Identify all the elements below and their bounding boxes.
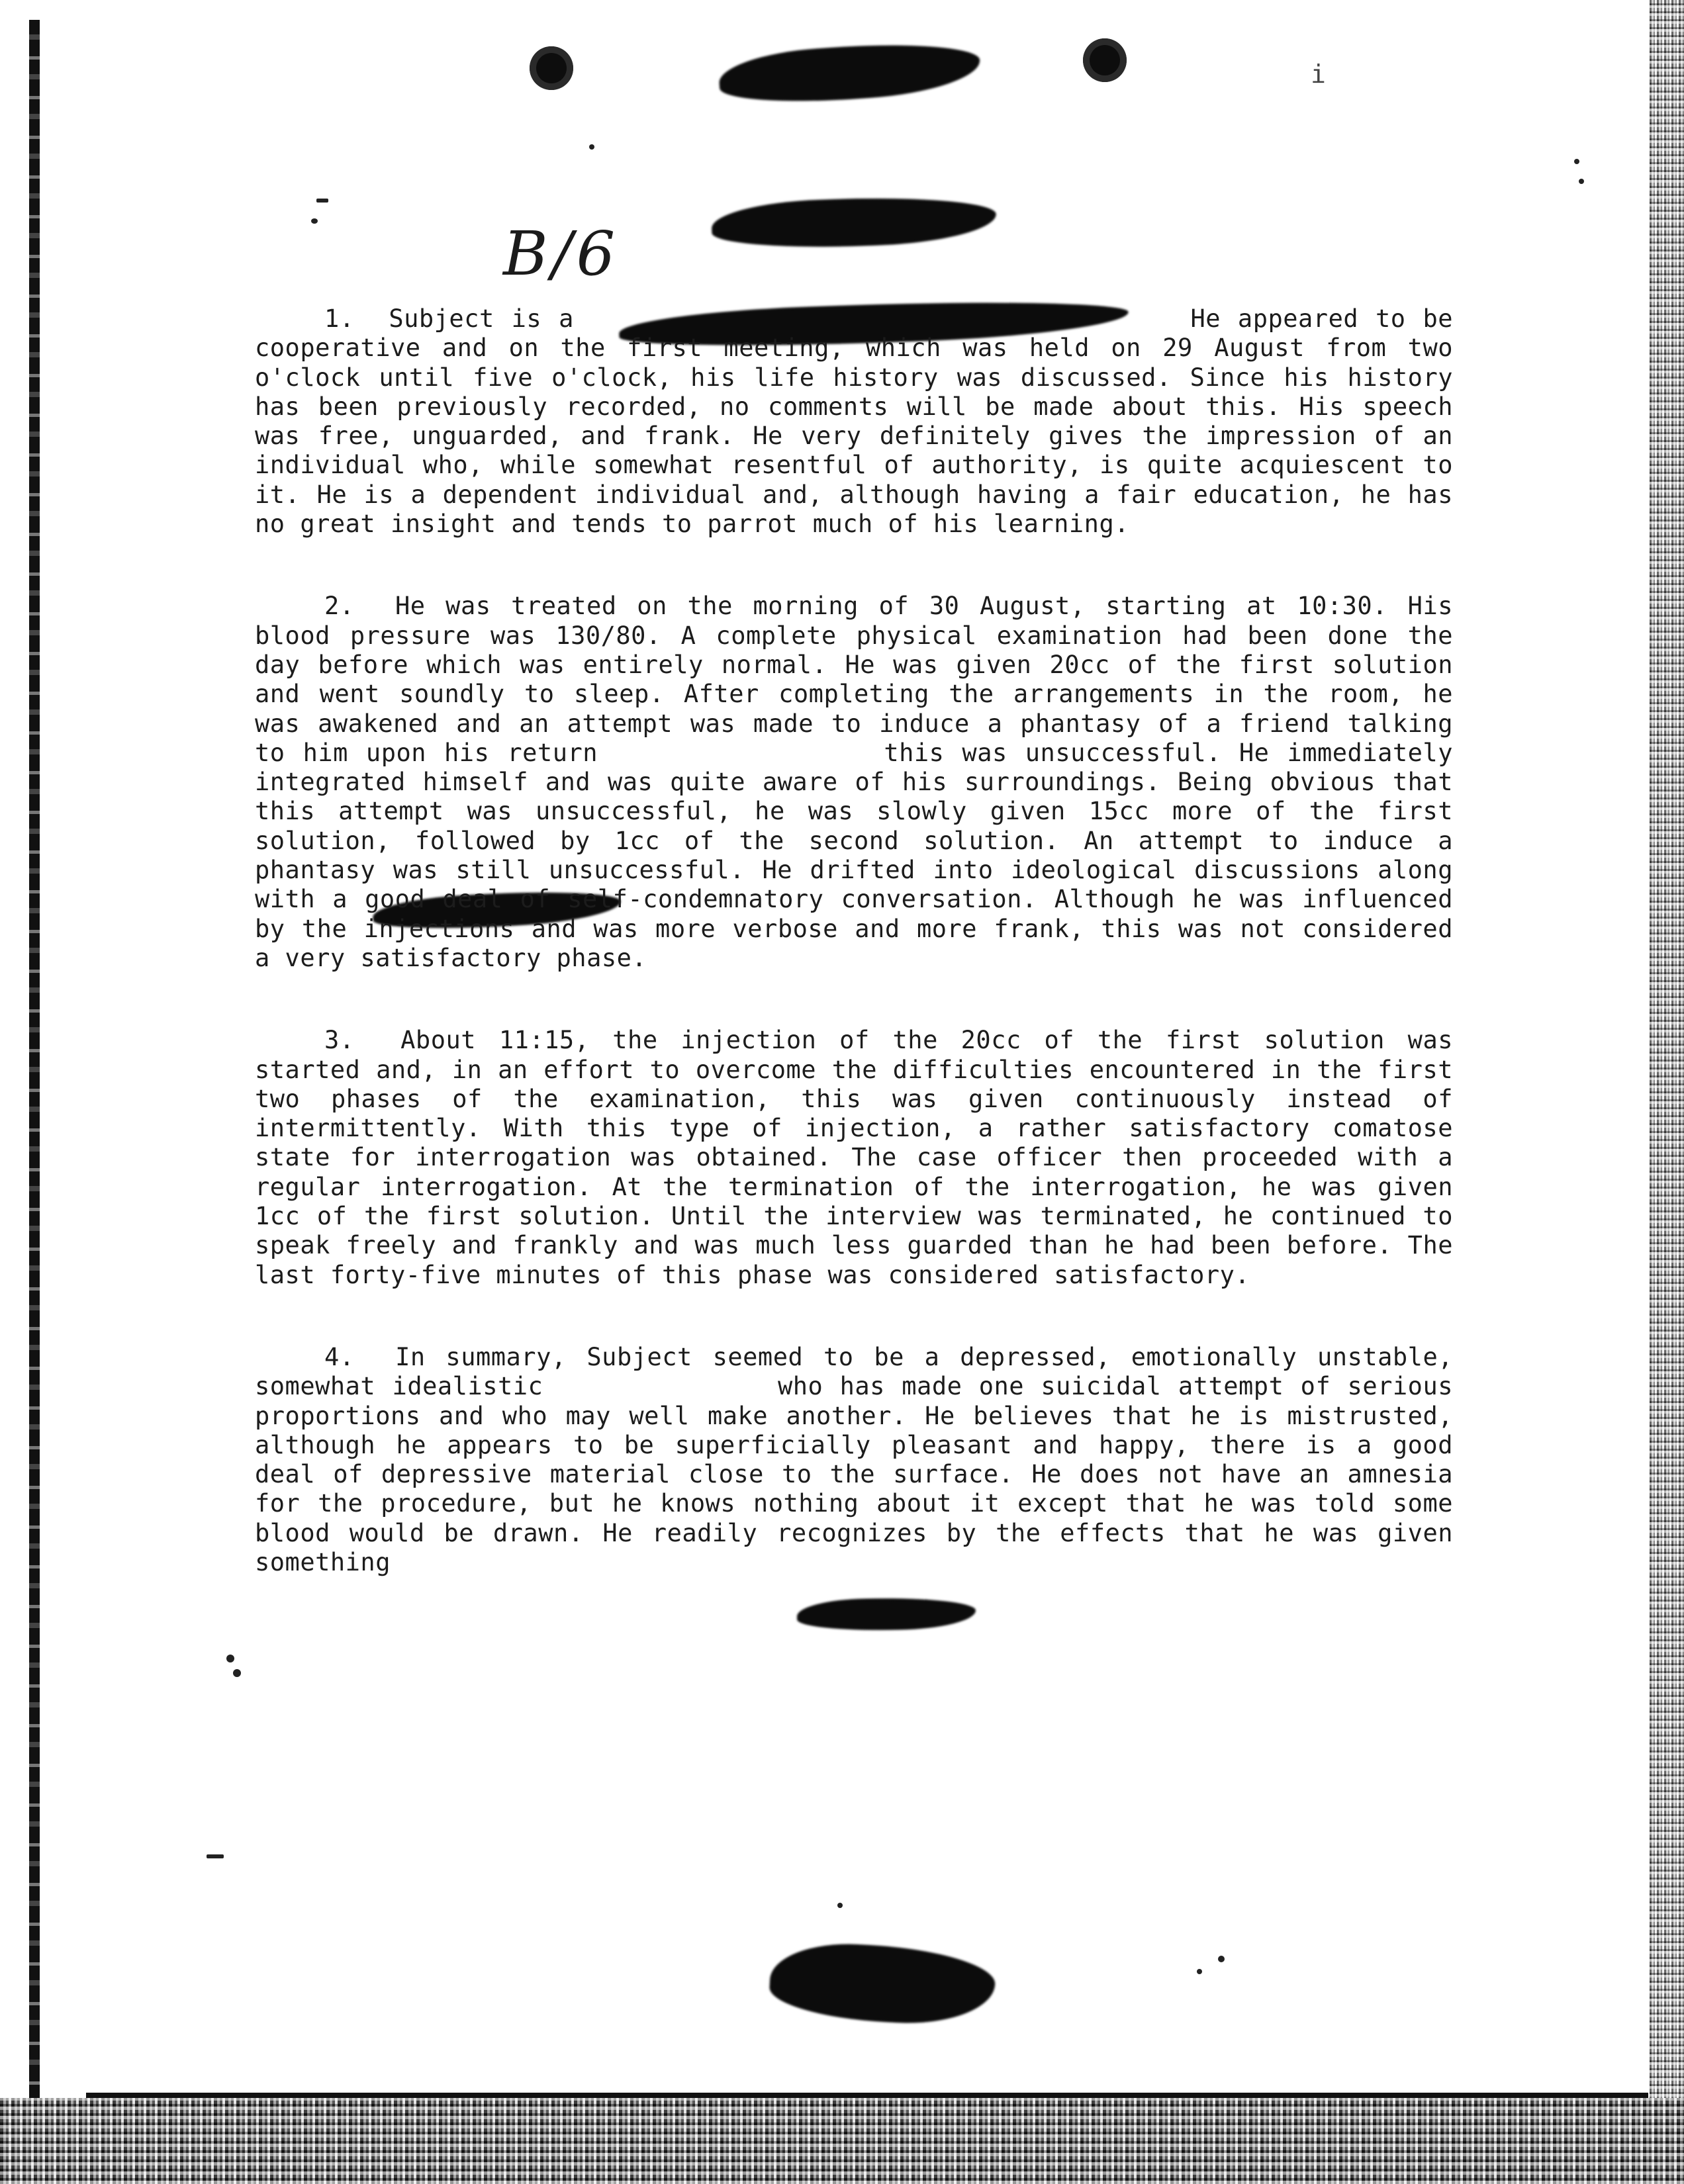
speck — [1218, 1956, 1225, 1962]
speck — [233, 1669, 241, 1677]
paragraph-1-number: 1. — [324, 304, 355, 333]
paragraph-3-text: About 11:15, the injection of the 20cc of the first solution was started and, in an effort to overcome the difficulties encountered in the first two phases of the examination, this was given continuously instead of intermittently. With this type of injection, a rather satisfactory comatose state for interrogation was obtained. The case officer then proceeded with a regular interrogation. At the termination of the interrogation, he was given 1cc of the first solution. Until the interview was terminated, he continued to speak freely and frankly and was much less guarded than he had been before. The last forty-five minutes of this phase was considered satisfactory. — [255, 1026, 1468, 1289]
redaction-classification-bottom — [768, 1940, 997, 2028]
paragraph-3 — [255, 1026, 1468, 1290]
redaction-header — [711, 194, 997, 251]
right-punch-mark — [1083, 38, 1127, 82]
speck — [1197, 1969, 1202, 1974]
speck — [837, 1903, 843, 1908]
page-mark: i — [1311, 60, 1326, 89]
paragraph-4-number: 4. — [324, 1342, 355, 1371]
right-photocopy-noise — [1650, 0, 1684, 2184]
speck — [311, 218, 318, 224]
bottom-photocopy-edge — [86, 2093, 1648, 2098]
speck — [1579, 179, 1584, 184]
bottom-photocopy-noise — [0, 2098, 1684, 2184]
paragraph-4 — [255, 1342, 1468, 1577]
redaction-classification-top — [718, 37, 982, 108]
memo-body — [255, 304, 1468, 1630]
speck — [207, 1854, 224, 1858]
speck — [589, 144, 594, 150]
paragraph-4-text: In summary, Subject seemed to be a depressed, emotionally unstable, somewhat idealistic who has made one suicidal attempt of serious proportions and who may well make another. He believes that he is mistrusted, although he appears to be superficially pleasant and happy, there is a good deal of depressive material close to the surface. He does not have an amnesia for the procedure, but he knows nothing about it except that he was told some blood would be drawn. He readily recognizes by the effects that he was given something — [255, 1342, 1468, 1576]
paragraph-3-number: 3. — [324, 1026, 355, 1055]
speck — [226, 1655, 234, 1662]
paragraph-1-text: Subject is a He appeared to be cooperative and on the first meeting, which was held on 29 August from two o'clock until five o'clock, his life history was discussed. Since his history has been previously recorded, no comments will be made about this. His speech was free, unguarded, and frank. He very definitely gives the impression of an individual who, while somewhat resentful of authority, is quite acquiescent to it. He is a dependent individual and, although having a fair education, he has no great insight and tends to parrot much of his learning. — [255, 304, 1468, 539]
speck — [1574, 159, 1579, 164]
paragraph-2-number: 2. — [324, 592, 355, 621]
left-photocopy-edge — [29, 20, 40, 2105]
left-punch-mark — [530, 46, 573, 90]
paragraph-1 — [255, 304, 1468, 539]
paragraph-2-text: He was treated on the morning of 30 August, starting at 10:30. His blood pressure was 130/80. A complete physical examination had been done the day before which was entirely normal. He was given 20cc of the first solution and went soundly to sleep. After completing the arrangements in the room, he was awakened and an attempt was made to induce a phantasy of a friend talking to him upon his return this was unsuccessful. He immediately integrated himself and was quite aware of his surroundings. Being obvious that this attempt was unsuccessful, he was slowly given 15cc more of the first solution, followed by 1cc of the second solution. An attempt to induce a phantasy was still unsuccessful. He drifted into ideological discussions along with a good deal of self-condemnatory conversation. Although he was influenced by the injections and was more verbose and more frank, this was not considered a very satisfactory phase. — [255, 592, 1468, 972]
handwritten-annotation: B/6 — [503, 218, 620, 289]
paragraph-2 — [255, 592, 1468, 973]
speck — [316, 199, 328, 203]
